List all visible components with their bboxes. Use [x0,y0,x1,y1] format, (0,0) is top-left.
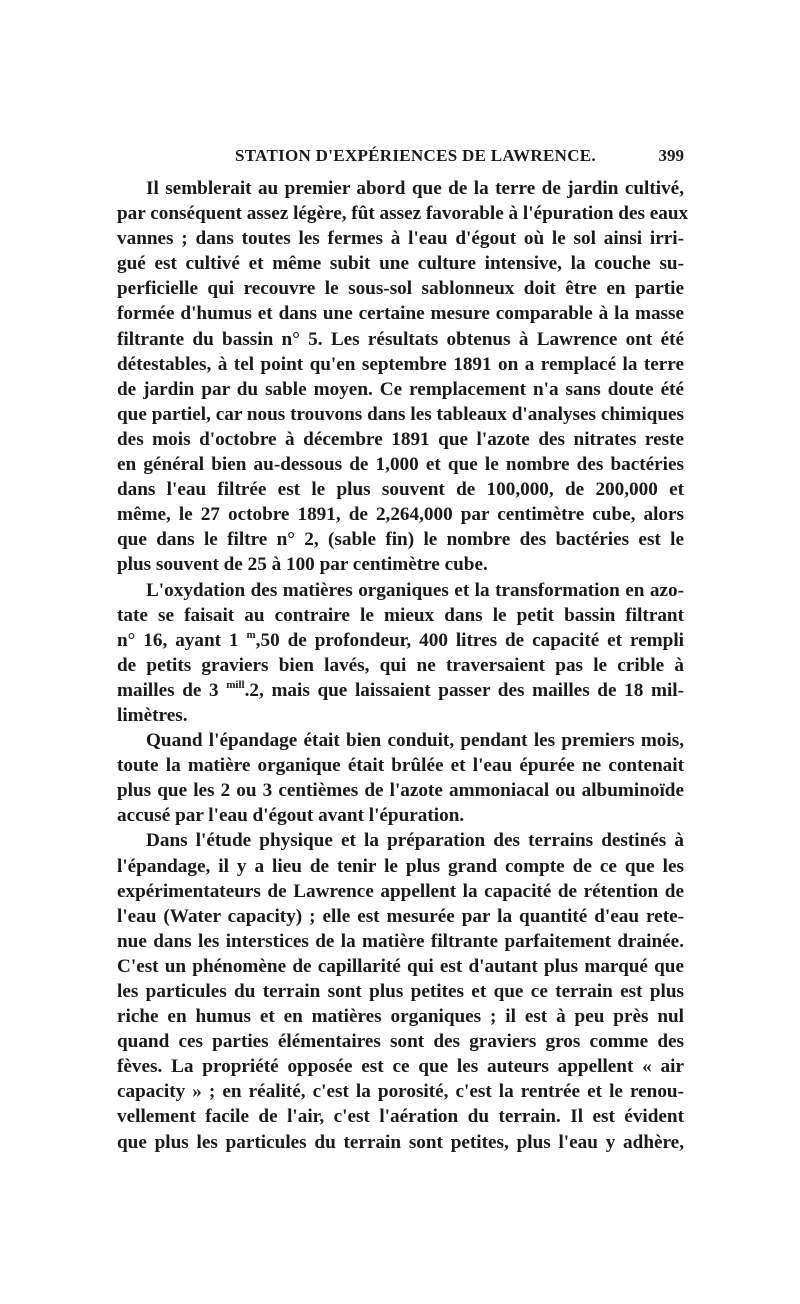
text-segment: mailles de 3 [117,679,227,701]
text-line: L'oxydation des matières organiques et la transformation en azo- [146,579,684,601]
text-line: par conséquent assez légère, fût assez favorable à l'épuration des eaux [117,203,689,225]
text-line: riche en humus et en matières organiques ; il est à peu près nul [117,1006,684,1028]
text-line: capacity » ; en réalité, c'est la porosité, c'est la rentrée et le renou- [117,1081,684,1103]
text-line: de jardin par du sable moyen. Ce remplacement n'a sans doute été [117,378,684,400]
text-line: nue dans les interstices de la matière filtrante parfaitement drainée. [117,930,684,952]
text-line: vannes ; dans toutes les fermes à l'eau d'égout où le sol ainsi irri- [117,228,684,250]
text-line: limètres. [117,704,188,726]
text-line: expérimentateurs de Lawrence appellent la capacité de rétention de [117,880,684,902]
text-line: dans l'eau filtrée est le plus souvent de 100,000, de 200,000 et [117,479,684,501]
text-line: Il semblerait au premier abord que de la terre de jardin cultivé, [146,178,684,199]
page-header [117,146,684,170]
text-line: l'eau (Water capacity) ; elle est mesurée par la quantité d'eau rete- [117,905,684,927]
text-line: C'est un phénomène de capillarité qui est d'autant plus marqué que [117,955,684,977]
text-segment: ,50 de profondeur, 400 litres de capacité et rempli [255,629,684,651]
superscript: m [246,628,256,641]
text-line-with-superscript [117,628,684,653]
text-segment: .2, mais que laissaient passer des mailles de 18 mil- [244,679,684,701]
text-line: tate se faisait au contraire le mieux dans le petit bassin filtrant [117,604,684,626]
text-line: Dans l'étude physique et la préparation des terrains destinés à [146,830,684,852]
body-text [117,176,689,1155]
text-line: même, le 27 octobre 1891, de 2,264,000 par centimètre cube, alors [117,504,684,526]
text-line: que dans le filtre n° 2, (sable fin) le nombre des bactéries est le [117,529,684,551]
superscript: mill [226,678,245,691]
text-line: formée d'humus et dans une certaine mesure comparable à la masse [117,303,684,325]
running-title: STATION D'EXPÉRIENCES DE LAWRENCE. [235,146,596,165]
text-line: plus souvent de 25 à 100 par centimètre cube. [117,554,488,576]
text-line: filtrante du bassin n° 5. Les résultats obtenus à Lawrence ont été [117,328,684,350]
text-line: Quand l'épandage était bien conduit, pendant les premiers mois, [146,730,684,752]
text-line: en général bien au-dessous de 1,000 et que le nombre des bactéries [117,454,684,476]
page-number: 399 [658,146,684,165]
text-line: quand ces parties élémentaires sont des graviers gros comme des [117,1031,684,1053]
text-line: détestables, à tel point qu'en septembre 1891 on a remplacé la terre [117,353,684,375]
text-line: que plus les particules du terrain sont petites, plus l'eau y adhère, [117,1131,684,1153]
text-line: accusé par l'eau d'égout avant l'épuration. [117,805,465,827]
text-line: les particules du terrain sont plus petites et que ce terrain est plus [117,981,684,1002]
text-line: de petits graviers bien lavés, qui ne traversaient pas le crible à [117,654,684,676]
text-line: toute la matière organique était brûlée et l'eau épurée ne contenait [117,755,684,777]
text-segment: n° 16, ayant 1 [117,629,247,651]
text-line: plus que les 2 ou 3 centièmes de l'azote ammoniacal ou albuminoïde [117,780,684,802]
text-line: vellement facile de l'air, c'est l'aération du terrain. Il est évident [117,1106,684,1128]
text-line: gué est cultivé et même subit une culture intensive, la couche su- [117,253,684,275]
text-line: fèves. La propriété opposée est ce que les auteurs appellent « air [117,1056,684,1078]
text-line: l'épandage, il y a lieu de tenir le plus grand compte de ce que les [117,855,684,877]
text-line: que partiel, car nous trouvons dans les tableaux d'analyses chimiques [117,403,684,425]
text-line: des mois d'octobre à décembre 1891 que l'azote des nitrates reste [117,428,684,450]
text-line: perficielle qui recouvre le sous-sol sablonneux doit être en partie [117,278,684,300]
text-line-with-superscript [117,678,684,703]
